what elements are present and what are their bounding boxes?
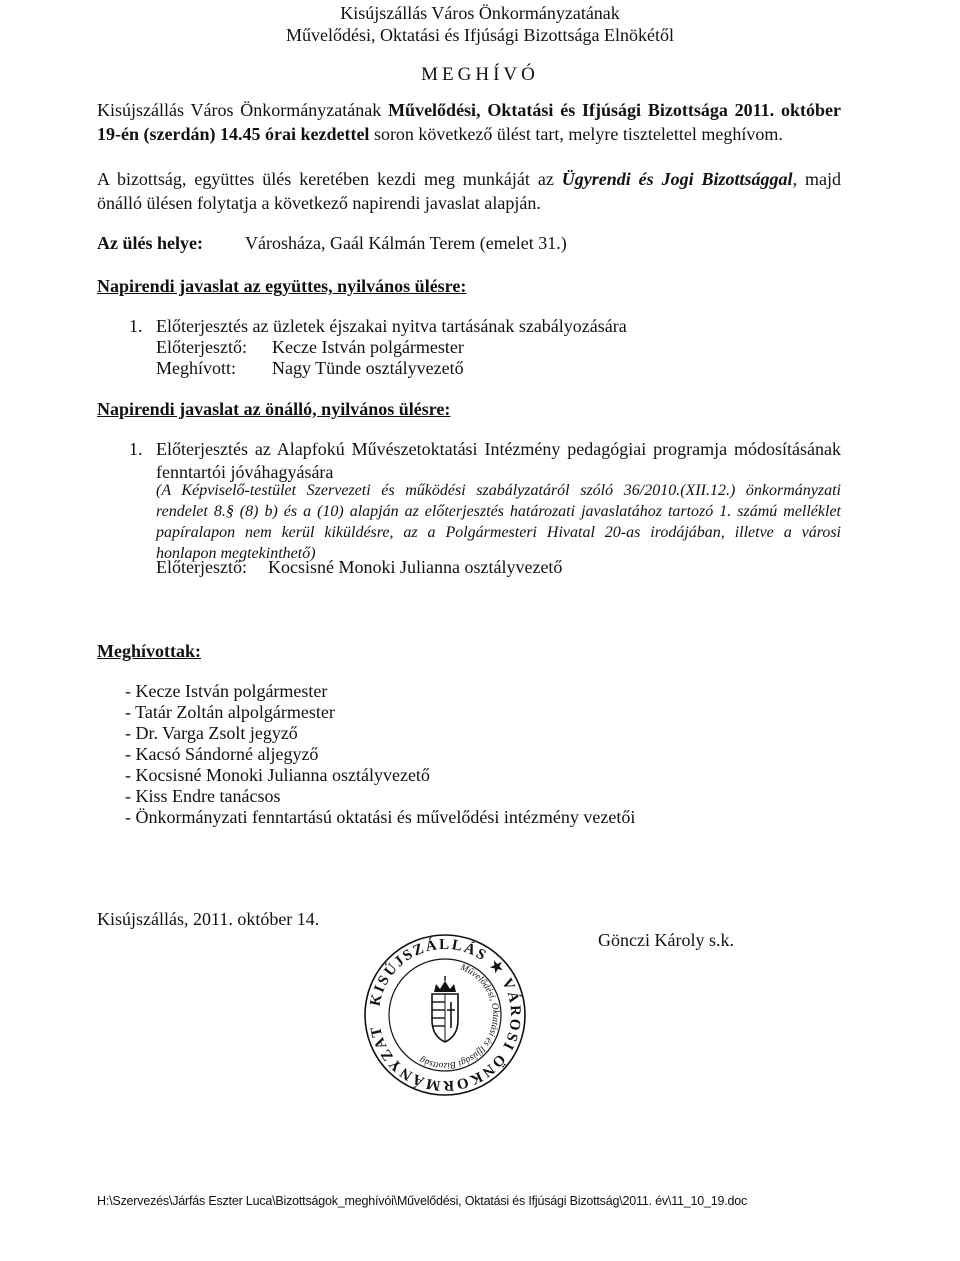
session-line-2: önálló ülésen folytatja a következő napirendi javaslat alapján. [97, 193, 541, 213]
session-paragraph [97, 168, 841, 215]
list-item: - Kiss Endre tanácsos [125, 786, 281, 806]
footer-file-path: H:\Szervezés\Járfás Eszter Luca\Bizottságok_meghívói\Művelődési, Oktatási és Ifjúsági Bizottság\2011. év\11_10_19.doc [97, 1194, 748, 1208]
letterhead-line-1: Kisújszállás Város Önkormányzatának [340, 3, 620, 23]
svg-text:Művelődési, Oktatási és Ifjúsá: Művelődési, Oktatási és Ifjúsági Bizottság [418, 962, 501, 1071]
seal-graphic [362, 932, 528, 1098]
joint-presenter-label: Előterjesztő: [156, 337, 247, 357]
invited-list [125, 680, 635, 827]
intro-paragraph [97, 99, 841, 146]
letterhead-line-2: Művelődési, Oktatási és Ifjúsági Bizottsága Elnökétől [286, 25, 674, 45]
svg-text:KISÚJSZÁLLÁS ★ VÁROSI ÖNKORMÁN: KISÚJSZÁLLÁS ★ VÁROSI ÖNKORMÁNYZAT [367, 936, 524, 1094]
separate-presenter-value: Kocsisné Monoki Julianna osztályvezető [268, 557, 563, 577]
joint-agenda-heading: Napirendi javaslat az együttes, nyilvános ülésre: [97, 276, 467, 296]
list-item: - Önkormányzati fenntartású oktatási és művelődési intézmény vezetői [125, 807, 636, 827]
joint-item-title: Előterjesztés az üzletek éjszakai nyitva tartásának szabályozására [156, 316, 627, 336]
joint-presenter-value: Kecze István polgármester [272, 337, 464, 357]
invited-heading: Meghívottak: [97, 641, 201, 661]
session-line-1: A bizottság, együttes ülés keretében kezdi meg munkáját az Ügyrendi és Jogi Bizottsággal, majd [97, 169, 841, 189]
list-item: - Dr. Varga Zsolt jegyző [125, 723, 298, 743]
separate-item-number: 1. [129, 439, 143, 459]
list-item: - Tatár Zoltán alpolgármester [125, 702, 335, 722]
document-title: MEGHÍVÓ [421, 64, 539, 85]
list-item: - Kacsó Sándorné aljegyző [125, 744, 319, 764]
venue-label: Az ülés helye: [97, 233, 203, 253]
list-item: - Kecze István polgármester [125, 681, 328, 701]
official-seal [362, 932, 528, 1098]
joint-invited-label: Meghívott: [156, 358, 236, 378]
joint-invited-value: Nagy Tünde osztályvezető [272, 358, 464, 378]
intro-line-1: Kisújszállás Város Önkormányzatának Művelődési, Oktatási és Ifjúsági Bizottsága 2011. október [97, 100, 841, 120]
venue-value: Városháza, Gaál Kálmán Terem (emelet 31.) [245, 233, 567, 253]
intro-line-2: 19-én (szerdán) 14.45 órai kezdettel soron következő ülést tart, melyre tisztelettel meghívom. [97, 124, 783, 144]
list-item: - Kocsisné Monoki Julianna osztályvezető [125, 765, 430, 785]
separate-item-title: Előterjesztés az Alapfokú Művészetoktatási Intézmény pedagógiai programja módosításának fenntartói jóváhagyására [156, 439, 841, 482]
date-place: Kisújszállás, 2011. október 14. [97, 909, 320, 929]
joint-item-number: 1. [129, 316, 143, 336]
signature: Gönczi Károly s.k. [598, 930, 734, 950]
separate-item-note: (A Képviselő-testület Szervezeti és működési szabályzatáról szóló 36/2010.(XII.12.) önkormányzati rendelet 8.§ (8) b) és a (10) alapján az előterjesztés határozati javaslatához tartozó 1. számú melléklet papíralapon nem kerül kiküldésre, az a Polgármesteri Hivatal 20-as irodájában, illetve a városi honlapon megtekinthető) [156, 482, 841, 562]
separate-presenter-label: Előterjesztő: [156, 557, 247, 577]
separate-agenda-heading: Napirendi javaslat az önálló, nyilvános ülésre: [97, 399, 451, 419]
